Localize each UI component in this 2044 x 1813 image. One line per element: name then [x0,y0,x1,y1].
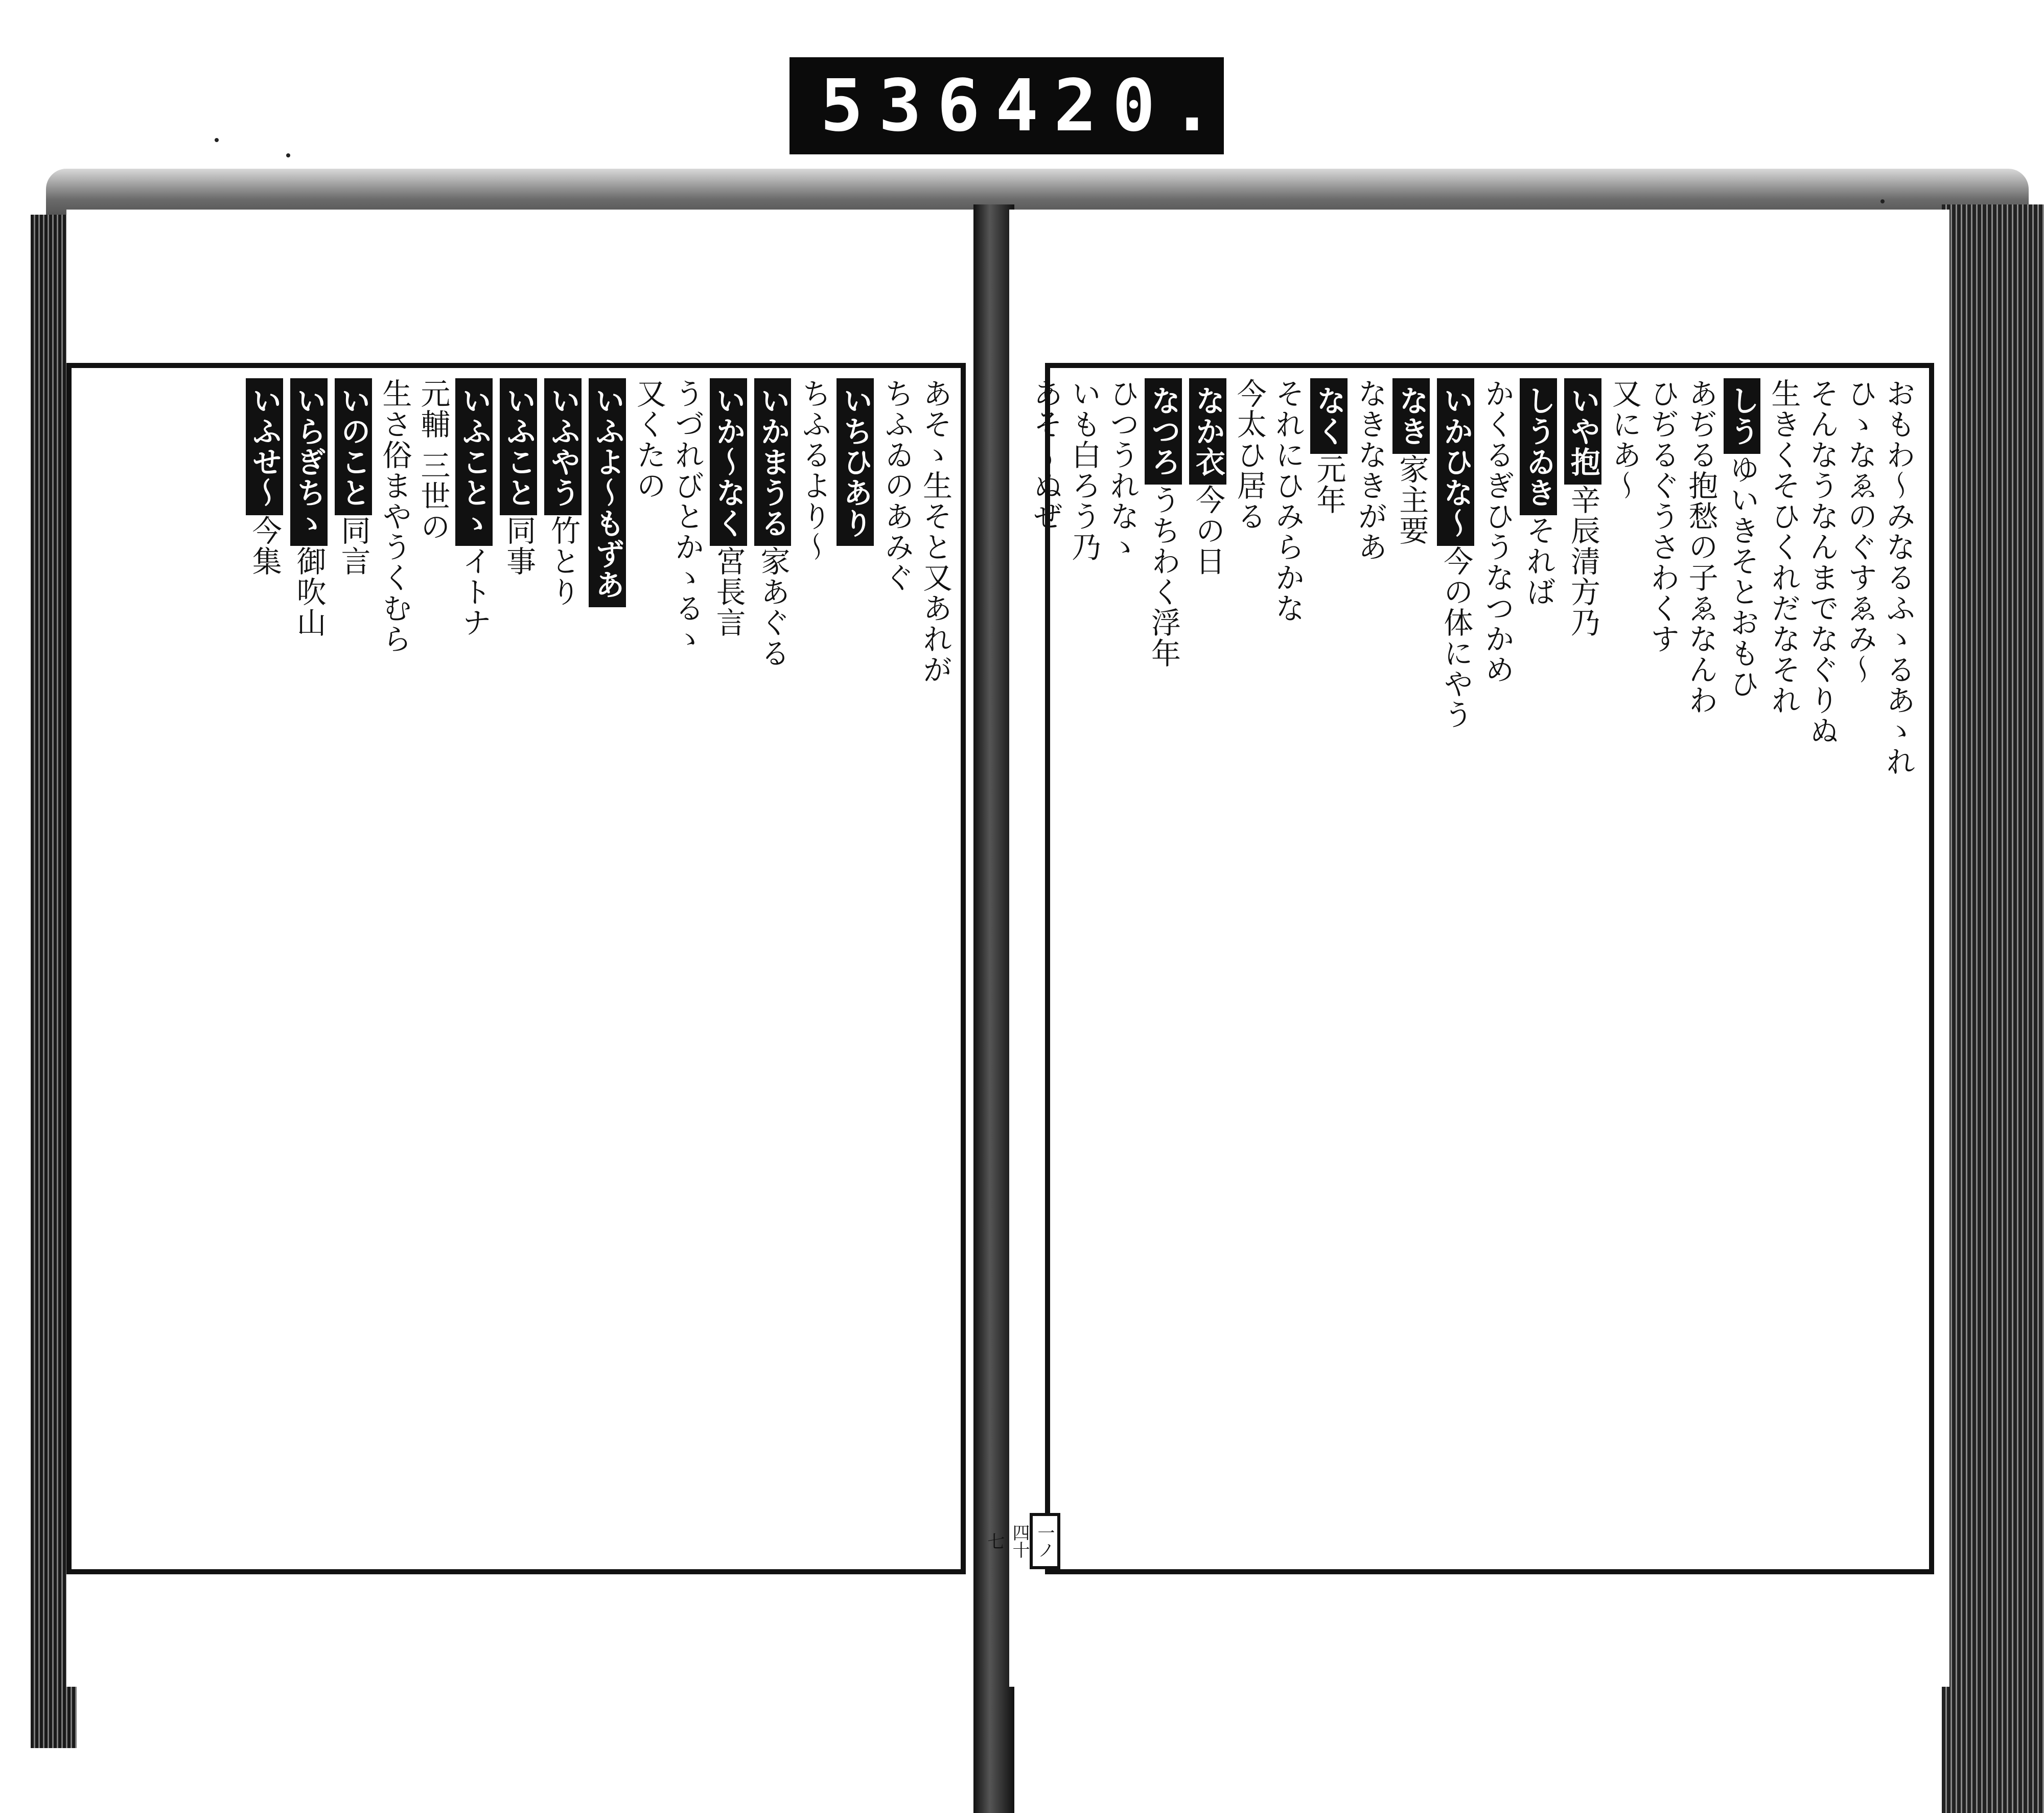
entry-text: ひつうれなゝ [1105,378,1140,562]
right-page-column [1609,378,1640,1559]
headword: なつろ [1145,378,1182,485]
left-page-column [710,378,747,1559]
headword: いかまうる [754,378,792,546]
headword: いふよ〜もずあ [589,378,626,607]
right-page-column [1843,378,1878,1559]
entry-text: 今太ひ居る [1232,378,1267,532]
left-page-column [879,378,915,1559]
scan-speck [286,153,290,157]
entry-text: 家あぐる [755,546,791,669]
left-page-column [918,378,953,1559]
left-page-column [246,378,283,1559]
left-page-column [837,378,874,1559]
entry-text: 同事 [501,515,537,577]
entry-text: うづれびとかゝるゝ [669,378,705,654]
right-page-column [1189,378,1226,1559]
entry-text: 元年 [1311,454,1346,515]
right-page-column [1145,378,1182,1559]
headword: いらぎちゝ [290,378,328,546]
entry-text: 同言 [336,515,371,577]
left-page-column [589,378,626,1559]
page-number: 一ノ四十七 [1030,1513,1060,1569]
left-text-area [82,378,953,1559]
entry-text: 又くたの [631,378,666,501]
entry-text: ひぢるぐうさわくす [1645,378,1680,654]
entry-text: 今の体にやう [1438,546,1474,730]
entry-text: ちふゐのあみぐ [879,378,915,593]
headword: いかひな〜 [1437,378,1474,546]
right-text-area [1028,378,1916,1559]
entry-text: 竹とり [545,515,580,607]
right-page-column [1030,378,1061,1559]
right-page-column [1481,378,1513,1559]
entry-text: イトナ [457,546,492,638]
right-page-column [1234,378,1265,1559]
right-page-column [1437,378,1474,1559]
entry-text: 御吹山 [291,546,327,638]
entry-text: かくるぎひうなつかめ [1480,378,1515,685]
frame-label [789,57,1229,154]
entry-text: 元輔 三世の [415,378,451,542]
left-page-column [633,378,664,1559]
left-page-column [415,378,451,1559]
entry-text: ゆいきそとおもひ [1725,454,1760,699]
entry-text: そんなうなんまでなぐりぬ [1804,378,1840,746]
headword: いか〜なく [710,378,747,546]
right-page-column [1724,378,1761,1559]
right-page-column [1520,378,1557,1559]
right-page-column [1883,378,1914,1559]
right-page-column [1272,378,1303,1559]
entry-text: 今集 [247,515,282,577]
headword: いふこと [500,378,537,515]
left-page-column [544,378,582,1559]
entry-text: 宮長言 [711,546,746,638]
entry-text: なきなきがあ [1353,378,1388,562]
right-page-column [1768,378,1799,1559]
headword: なか衣 [1189,378,1226,485]
entry-text: いも白ろう乃 [1066,378,1102,562]
right-page-column [1066,378,1102,1559]
headword: しうゐき [1520,378,1557,515]
headword: いちひあり [837,378,874,546]
right-page-column [1105,378,1140,1559]
left-page [66,210,981,1687]
headword: いふやう [544,378,582,515]
entry-text: あそゝ生そと又あれが [918,378,953,685]
right-page-column [1647,378,1678,1559]
right-page-column [1392,378,1430,1559]
headword: なく [1310,378,1348,454]
left-page-column [455,378,493,1559]
left-page-column [671,378,703,1559]
entry-text: 又にあ〜 [1607,378,1642,501]
right-page-column [1564,378,1601,1559]
frame-number-left: 536 [820,64,995,148]
right-page-column [1685,378,1716,1559]
scan-speck [1880,199,1885,203]
frame-number-right: 420. [995,64,1229,148]
headword: いや抱 [1564,378,1601,485]
headword: いふことゝ [455,378,493,546]
entry-text: それにひみらかな [1270,378,1305,624]
right-page-column [1310,378,1348,1559]
entry-text: ひゝなゑのぐすゑみ〜 [1843,378,1878,685]
entry-text: ちふるより〜 [797,378,832,562]
entry-text: 生きくそひくれだなそれ [1766,378,1801,716]
left-page-column [379,378,410,1559]
headword: いのこと [335,378,372,515]
entry-text: 家主要 [1394,454,1429,546]
entry-text: うちわく浮年 [1146,485,1181,669]
left-page-column [500,378,537,1559]
left-page-column [754,378,792,1559]
book-gutter [973,204,1014,1813]
book-edge-right [1942,204,2044,1813]
entry-text: 辛辰清方乃 [1565,485,1600,638]
left-page-column [290,378,328,1559]
right-page-column [1355,378,1386,1559]
entry-text: あぢる抱愁の子ゑなんわ [1683,378,1718,716]
left-page-column [797,378,832,1559]
entry-text: おもわ〜みなるふゝるあゝれ [1881,378,1916,777]
right-page [984,210,1949,1687]
headword: しう [1724,378,1761,454]
entry-text: 今の日 [1190,485,1225,577]
entry-text: それば [1521,515,1556,607]
left-page-column [335,378,372,1559]
headword: いふせ〜 [246,378,283,515]
headword: なき [1392,378,1430,454]
scan-speck [215,138,219,142]
right-page-column [1804,378,1840,1559]
entry-text: あそ〜ぬぜ [1028,378,1063,532]
entry-text: 生さ俗まやうくむら [377,378,412,654]
